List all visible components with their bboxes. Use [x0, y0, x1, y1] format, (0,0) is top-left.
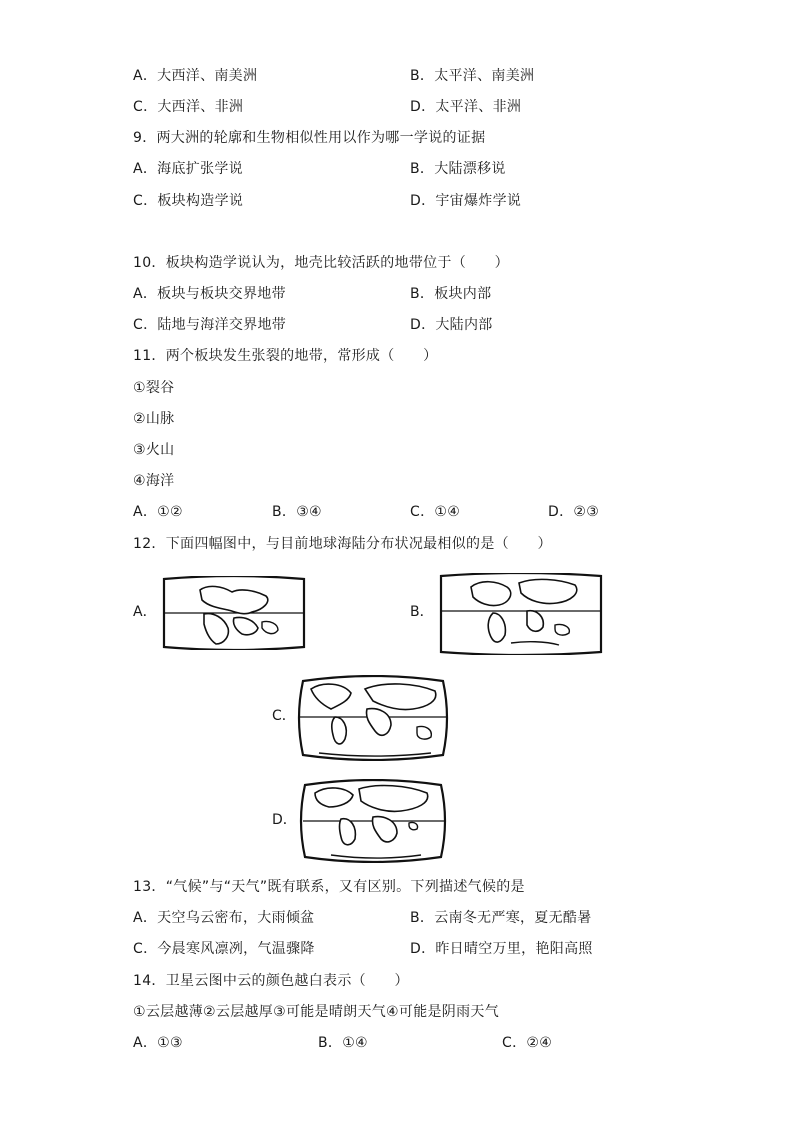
q11-option-b: B．③④ — [272, 504, 322, 520]
q11-item-4: ④海洋 — [133, 473, 175, 489]
map-a-image — [158, 576, 310, 650]
q13-option-a: A．天空乌云密布，大雨倾盆 — [133, 910, 315, 926]
q10-stem: 10．板块构造学说认为，地壳比较活跃的地带位于（ ） — [133, 255, 509, 271]
q10-option-b: B．板块内部 — [410, 286, 492, 302]
q11-item-3: ③火山 — [133, 442, 175, 458]
map-d-image — [297, 779, 449, 863]
q12-stem: 12．下面四幅图中，与目前地球海陆分布状况最相似的是（ ） — [133, 536, 552, 552]
q8-option-a: A．大西洋、南美洲 — [133, 68, 258, 84]
q9-option-c: C．板块构造学说 — [133, 193, 244, 209]
q9-option-a: A．海底扩张学说 — [133, 161, 243, 177]
q8-option-c: C．大西洋、非洲 — [133, 99, 244, 115]
q11-item-2: ②山脉 — [133, 411, 175, 427]
q12-map-c-label: C． — [272, 708, 296, 724]
q14-items: ①云层越薄②云层越厚③可能是晴朗天气④可能是阴雨天气 — [133, 1004, 500, 1020]
q14-option-c: C．②④ — [502, 1035, 553, 1051]
map-c-image — [295, 675, 451, 761]
q11-stem: 11．两个板块发生张裂的地带，常形成（ ） — [133, 348, 438, 364]
q13-option-d: D．昨日晴空万里，艳阳高照 — [410, 941, 593, 957]
q14-stem: 14．卫星云图中云的颜色越白表示（ ） — [133, 973, 409, 989]
q9-stem: 9．两大洲的轮廓和生物相似性用以作为哪一学说的证据 — [133, 130, 486, 146]
q11-option-d: D．②③ — [548, 504, 600, 520]
q9-option-b: B．大陆漂移说 — [410, 161, 506, 177]
q8-option-d: D．太平洋、非洲 — [410, 99, 522, 115]
map-b-image — [435, 573, 607, 655]
q8-option-b: B．太平洋、南美洲 — [410, 68, 535, 84]
q11-option-c: C．①④ — [410, 504, 461, 520]
q12-map-b-label: B． — [410, 604, 434, 620]
q10-option-a: A．板块与板块交界地带 — [133, 286, 286, 302]
q10-option-c: C．陆地与海洋交界地带 — [133, 317, 287, 333]
q14-option-b: B．①④ — [318, 1035, 368, 1051]
q9-option-d: D．宇宙爆炸学说 — [410, 193, 522, 209]
q12-map-a-label: A． — [133, 604, 157, 620]
q14-option-a: A．①③ — [133, 1035, 183, 1051]
q11-option-a: A．①② — [133, 504, 183, 520]
q13-option-c: C．今晨寒风凛冽，气温骤降 — [133, 941, 315, 957]
q13-option-b: B．云南冬无严寒，夏无酷暑 — [410, 910, 592, 926]
q12-map-d-label: D． — [272, 812, 297, 828]
q13-stem: 13．“气候”与“天气”既有联系，又有区别。下列描述气候的是 — [133, 879, 525, 895]
q10-option-d: D．大陆内部 — [410, 317, 493, 333]
q11-item-1: ①裂谷 — [133, 380, 175, 396]
